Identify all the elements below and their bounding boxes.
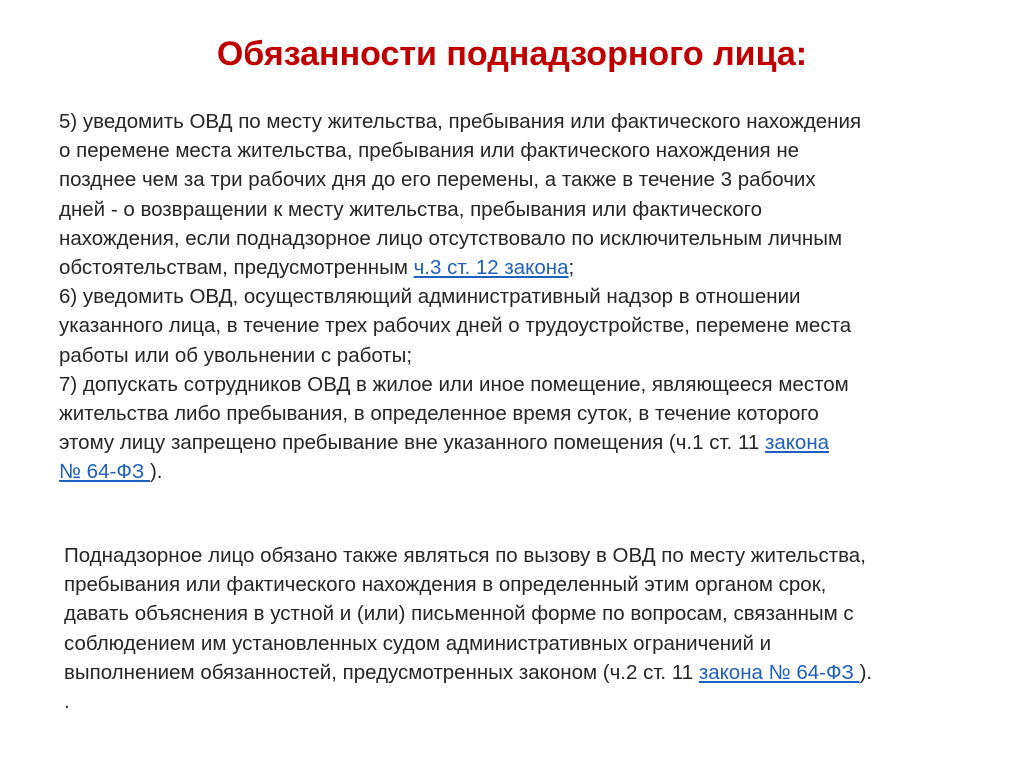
item5-line1: 5) уведомить ОВД по месту жительства, пребывания или фактического нахождения [59,110,862,133]
item5-line2: о перемене места жительства, пребывания или фактического нахождения не [59,139,800,163]
item5-line6-text: обстоятельствам, предусмотренным [59,255,414,279]
obligations-list [59,107,861,486]
item6-line1: 6) уведомить ОВД, осуществляющий административный надзор в отношении [59,285,801,309]
additional-line5-end: ). [859,660,873,684]
slide-title: Обязанности поднадзорного лица: [216,35,808,73]
item5-line6-end: ; [568,255,575,279]
law-64fz-link-part1[interactable]: закона [764,431,830,455]
law-64fz-link[interactable]: закона № 64-ФЗ [698,660,860,684]
additional-line6: . [64,689,70,713]
item6-line3: работы или об увольнении с работы; [59,343,413,367]
item6-line2: указанного лица, в течение трех рабочих дней о трудоустройстве, перемене места [59,314,852,338]
item7-line3-text: этому лицу запрещено пребывание вне указанного помещения (ч.1 ст. 11 [59,431,765,455]
additional-line2: пребывания или фактического нахождения в определенный этим органом срок, [64,573,827,597]
additional-line1: Поднадзорное лицо обязано также являться по вызову в ОВД по месту жительства, [64,544,866,567]
item7-line4 [59,457,861,486]
law-64fz-link-part2[interactable]: № 64-ФЗ [59,460,150,484]
item7-line2: жительства либо пребывания, в определенное время суток, в течение которого [59,401,819,425]
additional-line5 [64,658,872,687]
item5-line6 [59,253,861,282]
law-link-part3-art12[interactable]: ч.3 ст. 12 закона [413,255,569,279]
item7-line1: 7) допускать сотрудников ОВД в жилое или иное помещение, являющееся местом [59,372,849,396]
item7-line3 [59,428,861,457]
item5-line3: позднее чем за три рабочих дня до его перемены, а также в течение 3 рабочих [59,168,816,192]
item7-line4-end: ). [149,460,163,484]
item5-line5: нахождения, если поднадзорное лицо отсутствовало по исключительным личным [59,226,843,250]
additional-obligation [64,541,872,716]
additional-line3: давать объяснения в устной и (или) письменной форме по вопросам, связанным с [64,602,854,626]
item5-line4: дней - о возвращении к месту жительства, пребывания или фактического [59,197,763,221]
additional-line4: соблюдением им установленных судом административных ограничений и [64,631,772,655]
additional-line5-text: выполнением обязанностей, предусмотренных законом (ч.2 ст. 11 [64,660,699,684]
